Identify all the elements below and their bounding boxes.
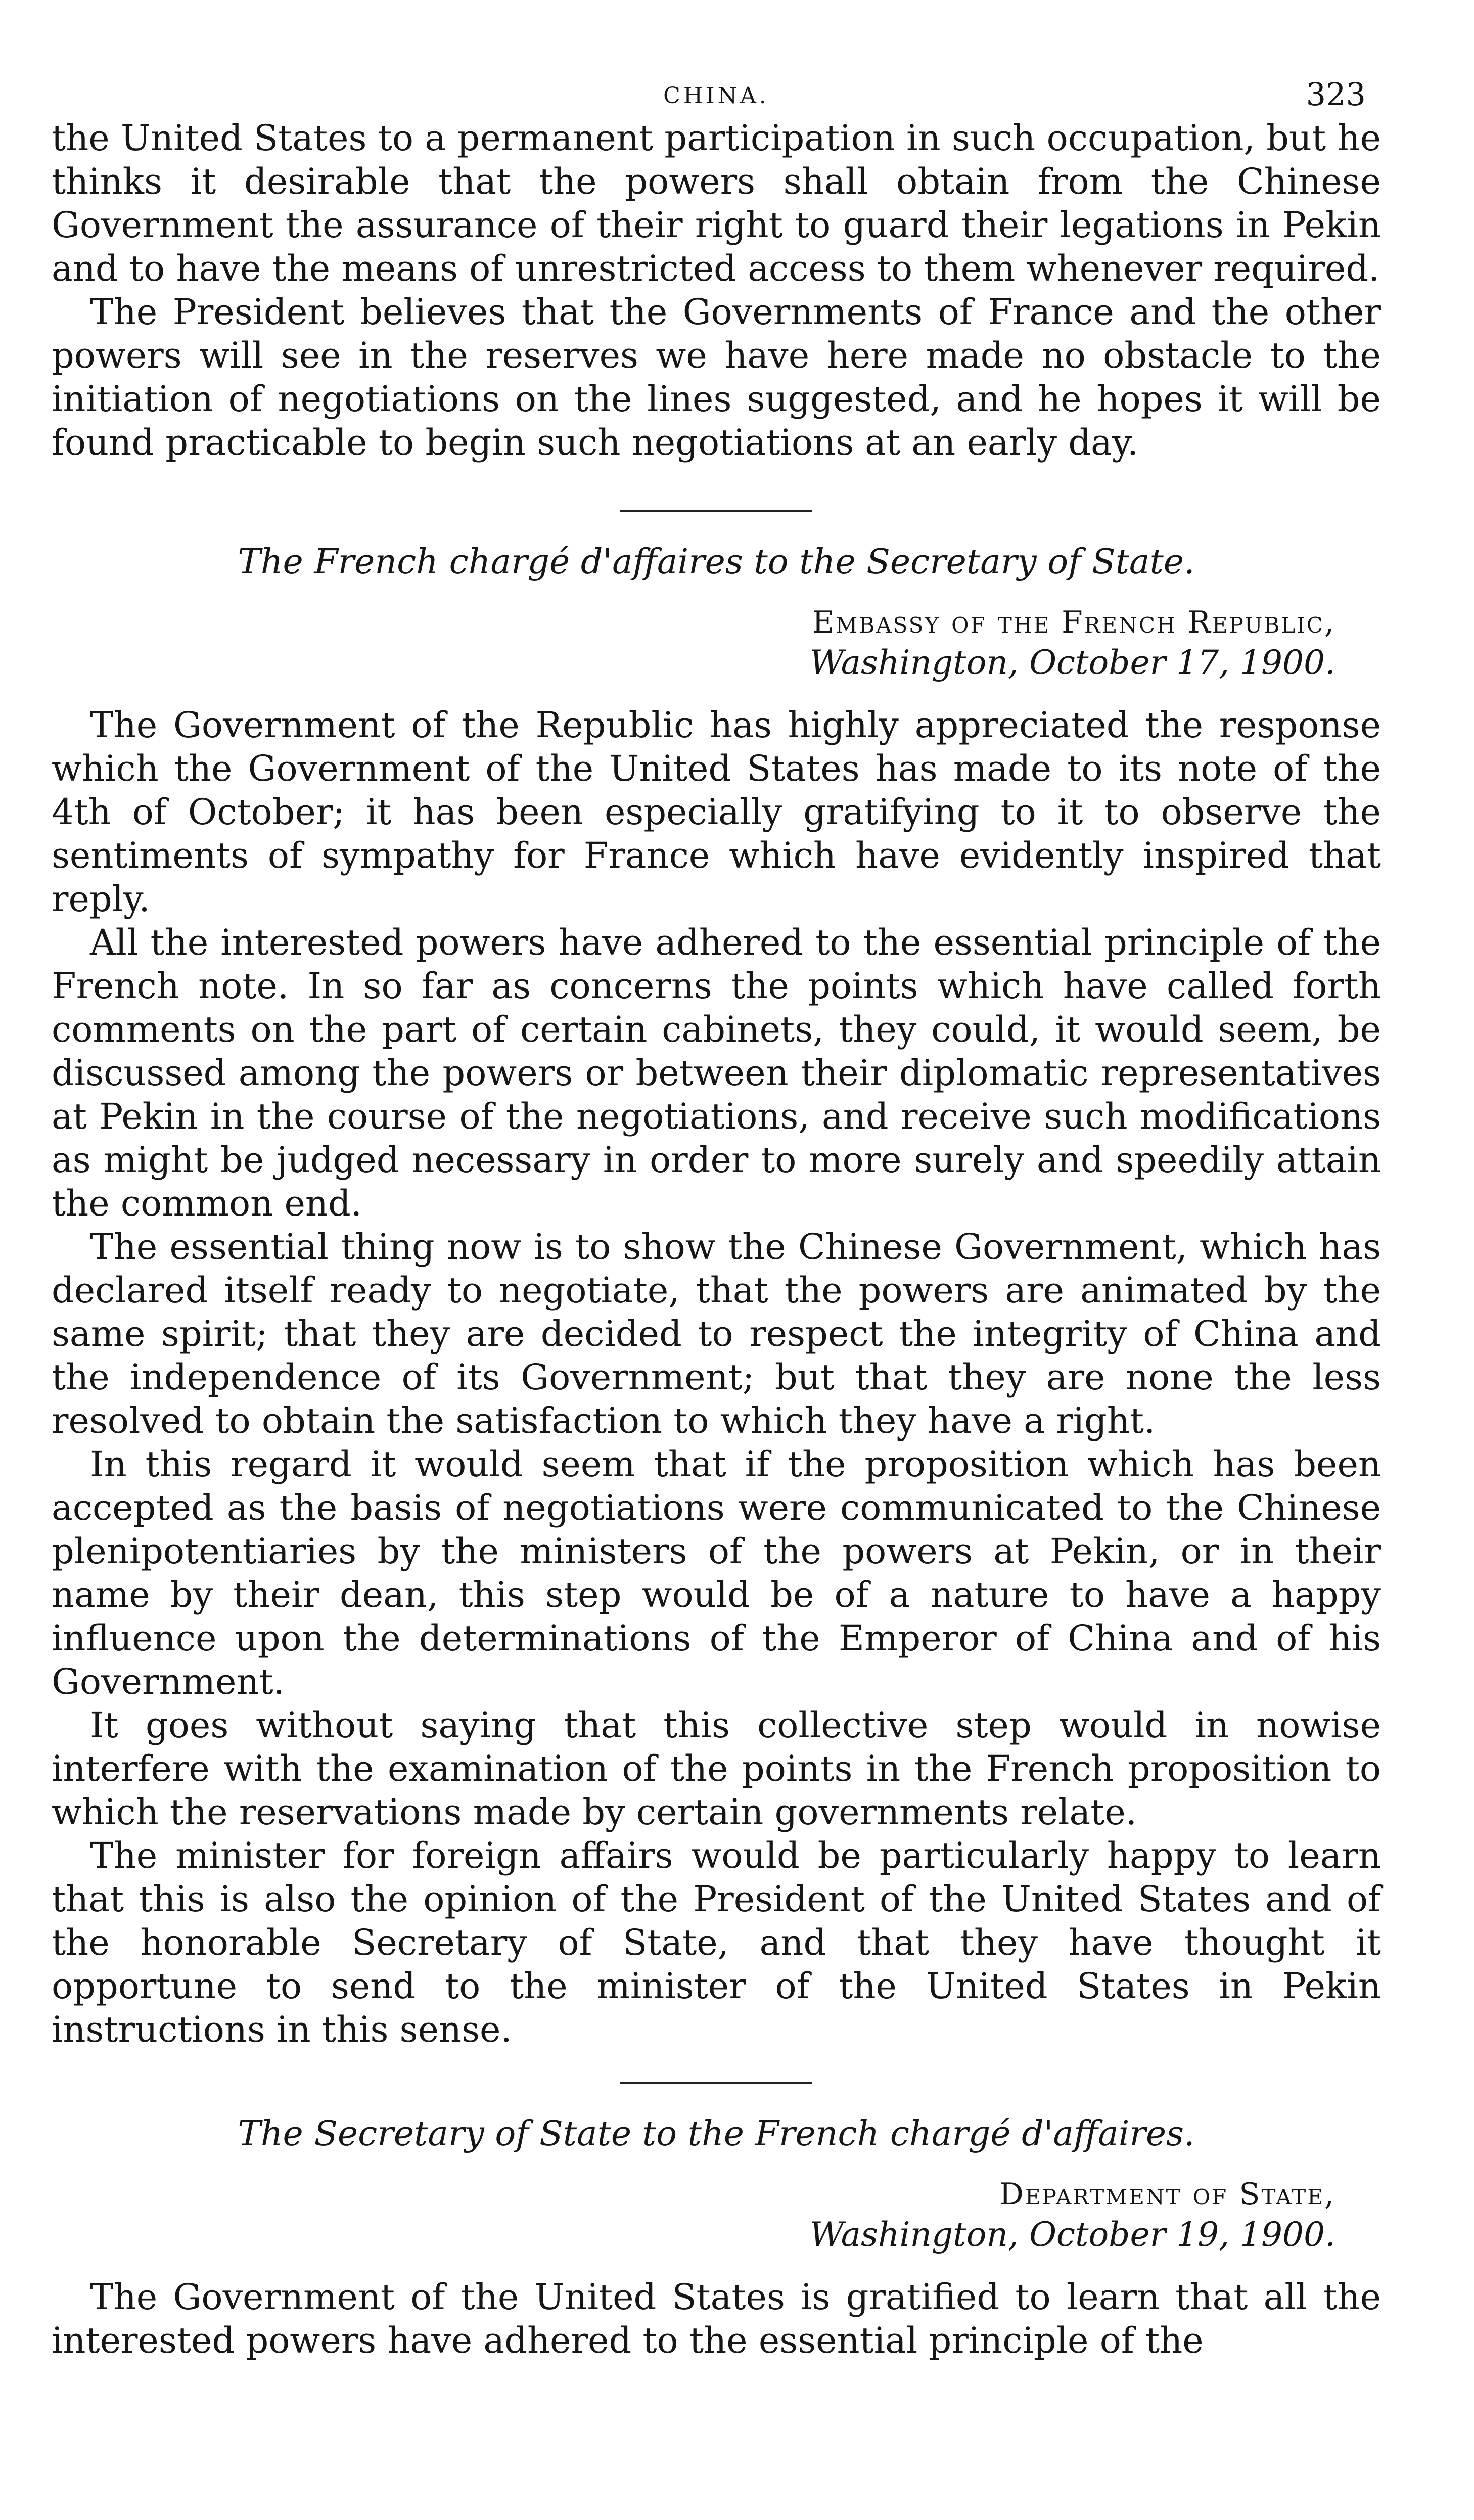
page-number: 323 bbox=[1306, 76, 1366, 113]
paragraph: The Government of the United States is gratified to learn that all the interested powers have adhered to the essential principle of the bbox=[52, 2276, 1381, 2361]
paragraph: The President believes that the Governments of France and the other powers will see in the reserves we have here made no obstacle to the initiation of negotiations on the lines suggested, and he hopes it will be found practicable to begin such negotiations at an early day. bbox=[52, 291, 1381, 463]
sender-place-date: Washington, October 19, 1900. bbox=[809, 2215, 1335, 2254]
sender-block bbox=[52, 602, 1381, 683]
paragraph: The essential thing now is to show the Chinese Government, which has declared itself ready to negotiate, that the powers are animated by the same spirit; that they are decided to respect the integrity of China and the independence of its Government; but that they are none the less resolved to obtain the satisfaction to which they have a right. bbox=[52, 1226, 1381, 1442]
running-title: CHINA. bbox=[663, 83, 769, 109]
sender-organization: Department of State, bbox=[999, 2177, 1335, 2212]
sender-organization: Embassy of the French Republic, bbox=[812, 605, 1335, 640]
sender-block bbox=[52, 2174, 1381, 2255]
paragraph: In this regard it would seem that if the proposition which has been accepted as the basis of negotiations were communicated to the Chinese plenipotentiaries by the ministers of the powers at Pekin, or in their name by their dean, this step would be of a nature to have a happy influence upon the determinations of the Emperor of China and of his Government. bbox=[52, 1444, 1381, 1702]
document-page bbox=[52, 66, 1381, 2362]
sender-place-date: Washington, October 17, 1900. bbox=[809, 643, 1335, 682]
running-head bbox=[52, 66, 1381, 116]
paragraph: The Government of the Republic has highly appreciated the response which the Government of the United States has made to its note of the 4th of October; it has been especially gratifying to it to observe the sentiments of sympathy for France which have evidently inspired that reply. bbox=[52, 704, 1381, 920]
paragraph: The minister for foreign affairs would be particularly happy to learn that this is also the opinion of the President of the United States and of the honorable Secretary of State, and that they have thought it opportune to send to the minister of the United States in Pekin instructions in this sense. bbox=[52, 1835, 1381, 2050]
letter-heading: The French chargé d'affaires to the Secretary of State. bbox=[238, 542, 1195, 582]
paragraph: All the interested powers have adhered to the essential principle of the French note. In so far as concerns the points which have called forth comments on the part of certain cabinets, they could, it would seem, be discussed among the powers or between their diplomatic representatives at Pekin in the course of the negotiations, and receive such modifications as might be judged necessary in order to more surely and speedily attain the common end. bbox=[52, 922, 1381, 1224]
continued-paragraph: the United States to a permanent participation in such occupation, but he thinks it desirable that the powers shall obtain from the Chinese Government the assurance of their right to guard their legations in Pekin and to have the means of unrestricted access to them whenever required. bbox=[52, 117, 1381, 289]
paragraph: It goes without saying that this collective step would in nowise interfere with the examination of the points in the French proposition to which the reservations made by certain governments relate. bbox=[52, 1704, 1381, 1833]
letter-heading: The Secretary of State to the French chargé d'affaires. bbox=[238, 2114, 1195, 2154]
